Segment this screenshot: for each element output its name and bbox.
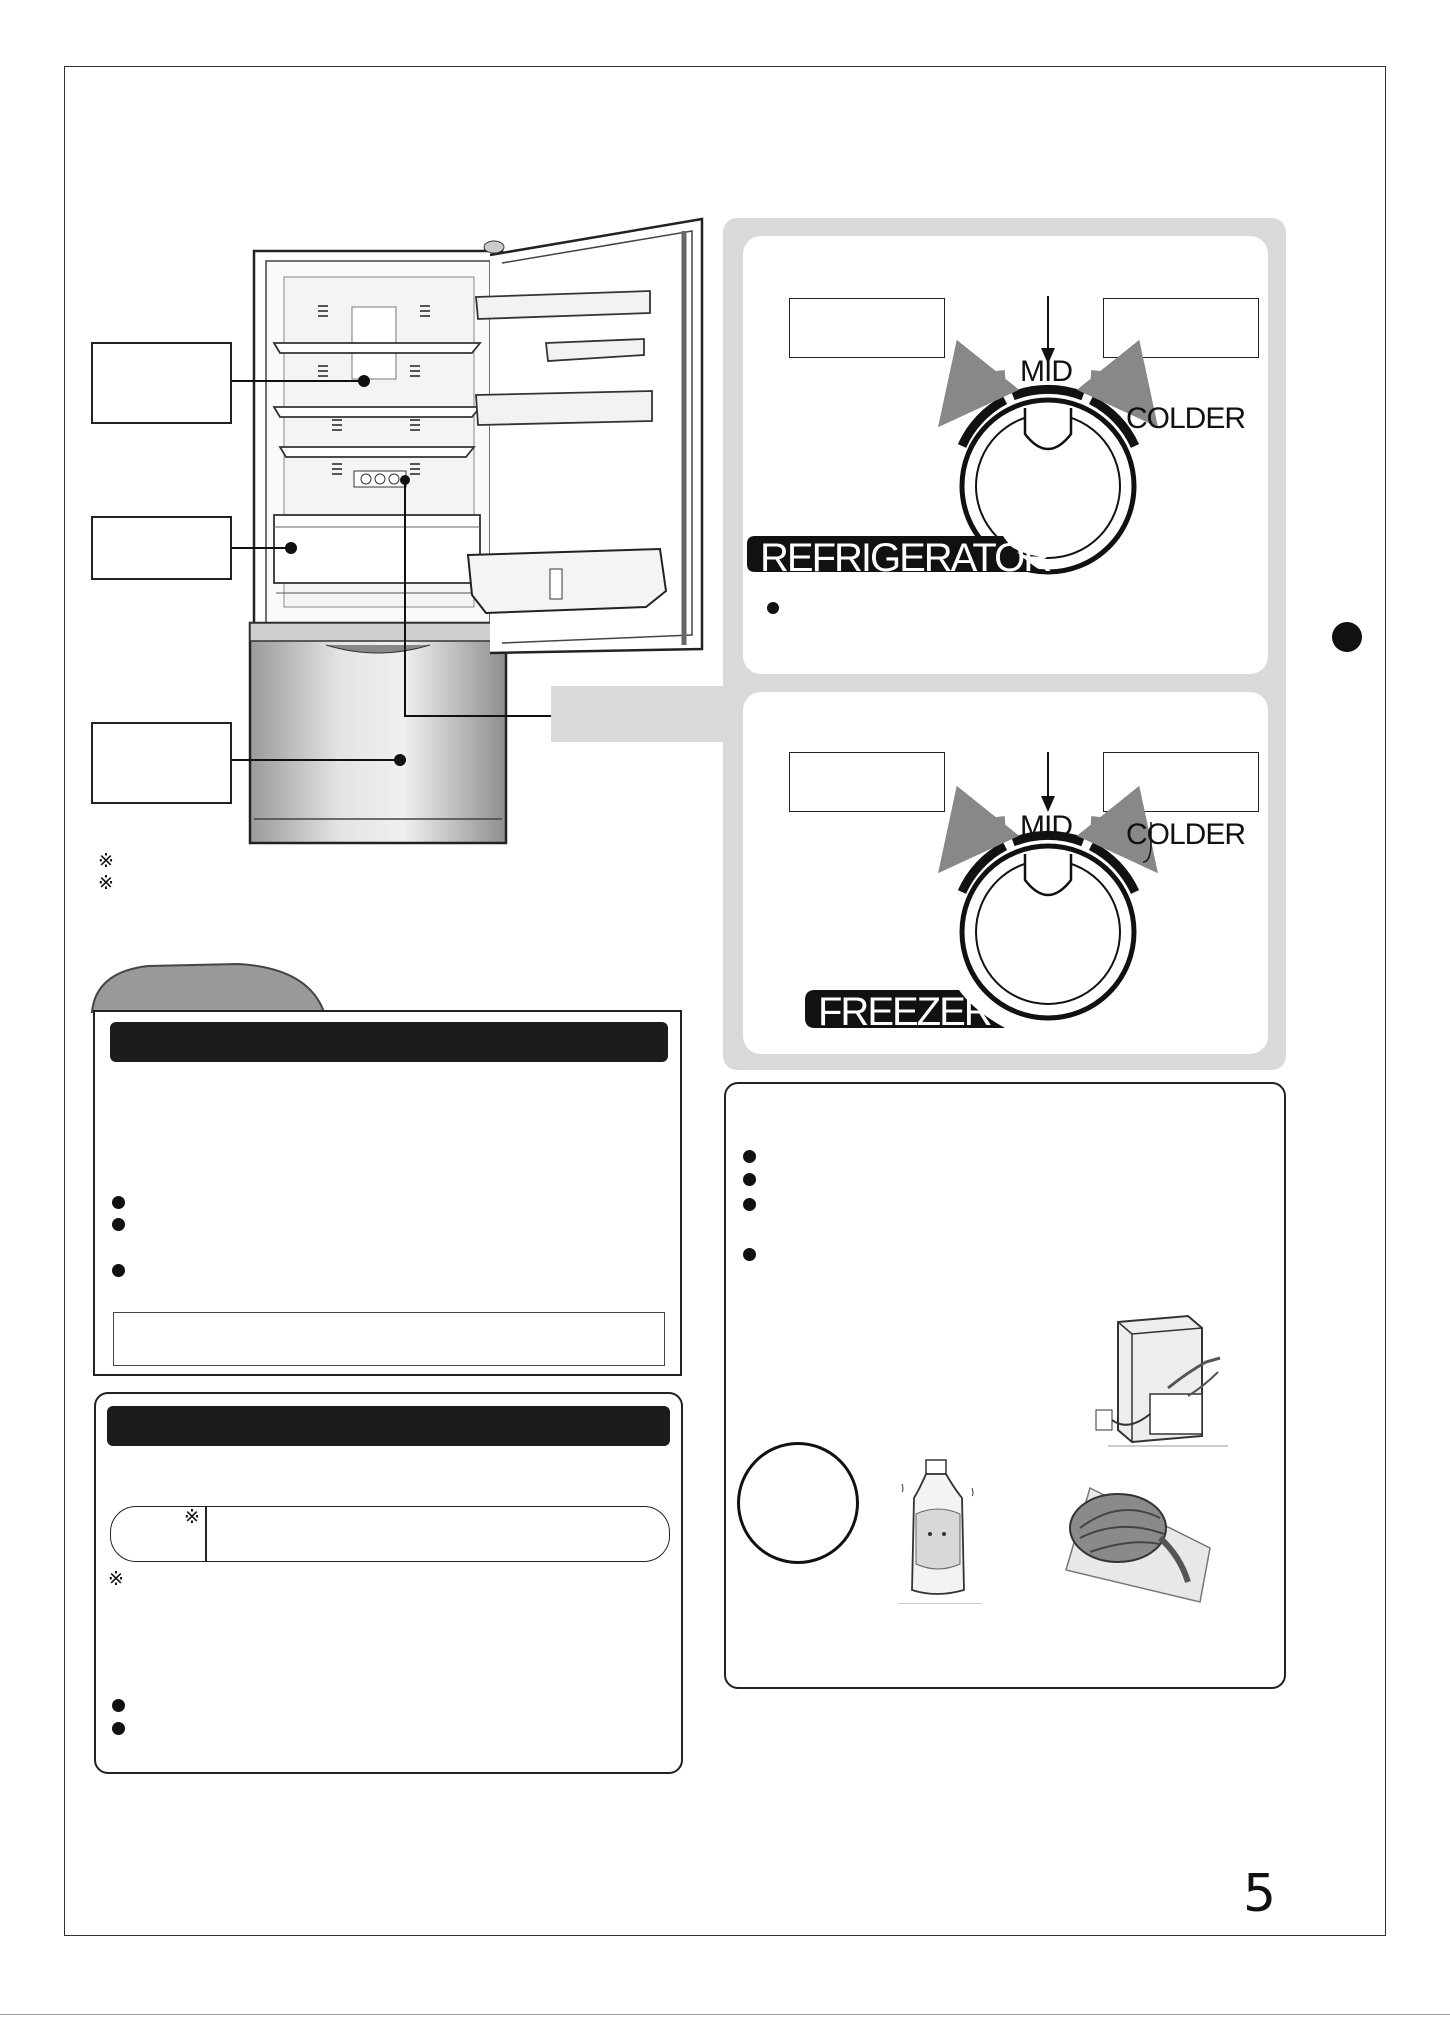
page-number: 5 bbox=[1243, 1864, 1277, 1924]
refrigerator-unplug-illustration bbox=[1088, 1302, 1238, 1452]
bullet-icon bbox=[743, 1198, 756, 1211]
refrigerator-dial bbox=[743, 236, 1268, 674]
info-box-1-header-bar bbox=[110, 1022, 668, 1062]
info-box-2 bbox=[94, 1392, 683, 1774]
reference-mark-3: ※ bbox=[184, 1507, 200, 1528]
section-marker-dot bbox=[1332, 622, 1362, 652]
section-tab bbox=[88, 962, 328, 1016]
bullet-icon bbox=[743, 1150, 756, 1163]
reference-mark-2: ※ bbox=[98, 873, 114, 894]
bullet-icon bbox=[112, 1196, 125, 1209]
refrigerator-badge: REFRIGERATOR bbox=[760, 536, 1051, 580]
info-box-2-header-bar bbox=[107, 1406, 670, 1446]
reference-mark-4: ※ bbox=[108, 1569, 124, 1590]
bullet-icon bbox=[112, 1722, 125, 1735]
bullet-icon bbox=[112, 1218, 125, 1231]
trim-line bbox=[0, 2014, 1450, 2015]
freezer-badge: FREEZER bbox=[818, 990, 991, 1034]
bullet-icon bbox=[112, 1699, 125, 1712]
pill-divider bbox=[205, 1506, 207, 1562]
freezer-mid-label: MID bbox=[1020, 810, 1072, 843]
connector-tab bbox=[551, 686, 726, 742]
circle-mark-icon bbox=[737, 1442, 859, 1564]
refrigerator-mid-label: MID bbox=[1020, 355, 1072, 388]
refrigerator-colder-label: COLDER bbox=[1126, 402, 1246, 435]
bullet-icon bbox=[112, 1264, 125, 1277]
info-box-1-note bbox=[113, 1312, 665, 1366]
wrapped-vegetable-illustration bbox=[1060, 1478, 1220, 1608]
bullet-icon bbox=[743, 1173, 756, 1186]
freezer-colder-label: COLDER bbox=[1126, 818, 1246, 851]
reference-mark-1: ※ bbox=[98, 851, 114, 872]
sweating-bottle-illustration bbox=[890, 1454, 990, 1604]
bullet-icon bbox=[743, 1248, 756, 1261]
